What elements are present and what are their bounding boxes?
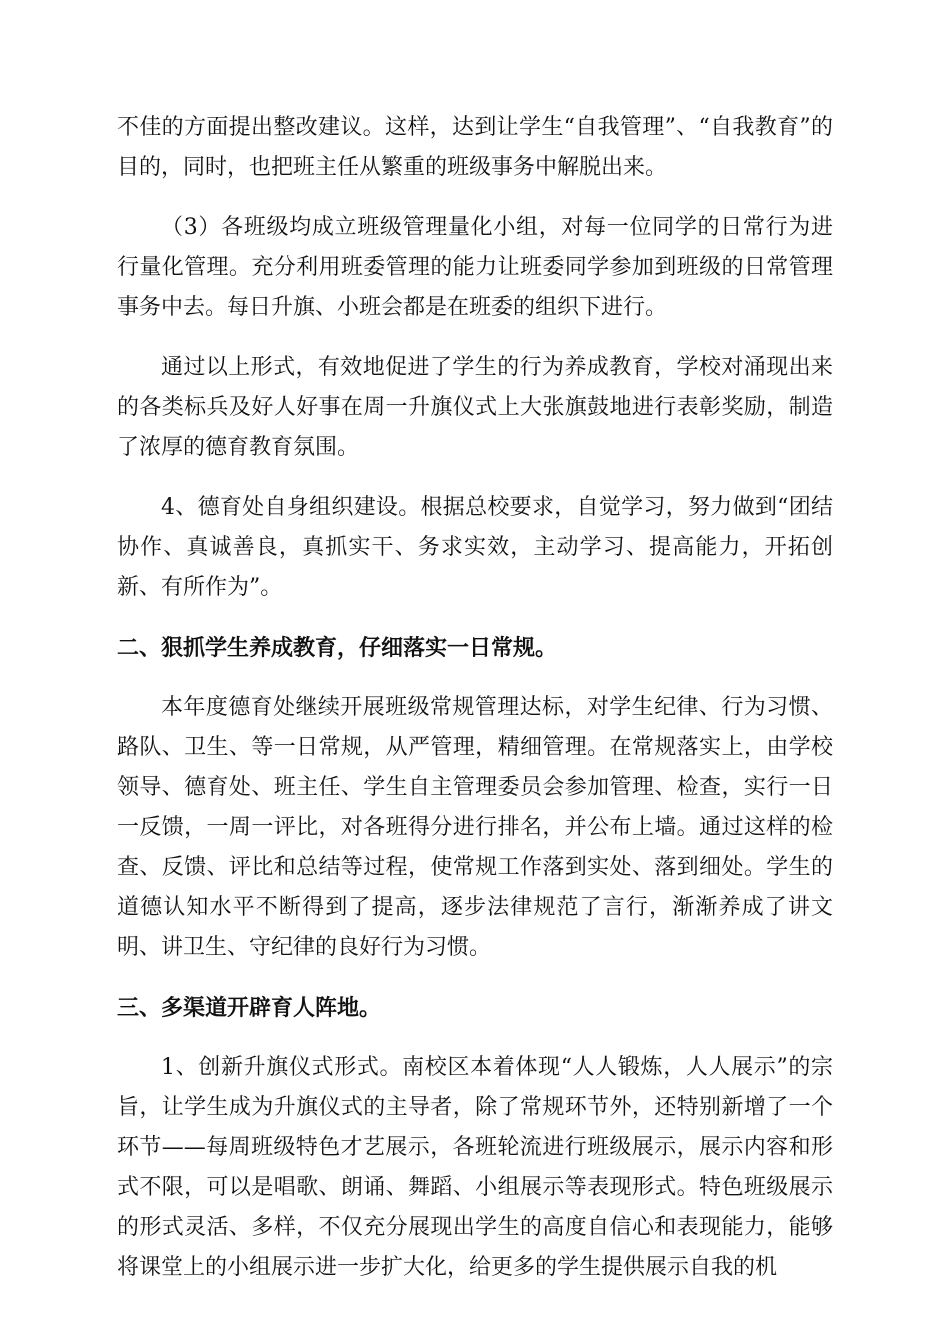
paragraph-continuation: 不佳的方面提出整改建议。这样，达到让学生“自我管理”、“自我教育”的目的，同时，也把班主任从繁重的班级事务中解脱出来。 [117,115,833,180]
section-heading-3: 三、多渠道开辟育人阵地。 [117,995,382,1021]
paragraph-daily-routine-management: 本年度德育处继续开展班级常规管理达标，对学生纪律、行为习惯、路队、卫生、等一日常规，从严管理，精细管理。在常规落实上，由学校领导、德育处、班主任、学生自主管理委员会参加管理、检查，实行一日一反馈，一周一评比，对各班得分进行排名，并公布上墙。通过这样的检查、反馈、评比和总结等过程，使常规工作落到实处、落到细处。学生的道德认知水平不断得到了提高，逐步法律规范了言行，渐渐养成了讲文明、讲卫生、守纪律的良好行为习惯。 [117,695,833,960]
paragraph-moral-office-organization: 4、德育处自身组织建设。根据总校要求，自觉学习，努力做到“团结协作、真诚善良，真抓实干、务求实效，主动学习、提高能力，开拓创新、有所作为”。 [117,495,833,600]
paragraph-class-quantified-management: （3）各班级均成立班级管理量化小组，对每一位同学的日常行为进行量化管理。充分利用班委管理的能力让班委同学参加到班级的日常管理事务中去。每日升旗、小班会都是在班委的组织下进行。 [117,215,833,320]
paragraph-flag-ceremony-innovation: 1、创新升旗仪式形式。南校区本着体现“人人锻炼，人人展示”的宗旨，让学生成为升旗仪式的主导者，除了常规环节外，还特别新增了一个环节——每周班级特色才艺展示，各班轮流进行班级展示，展示内容和形式不限，可以是唱歌、朗诵、舞蹈、小组展示等表现形式。特色班级展示的形式灵活、多样，不仅充分展现出学生的高度自信心和表现能力，能够将课堂上的小组展示进一步扩大化，给更多的学生提供展示自我的机 [117,1055,833,1280]
paragraph-behavior-education-summary: 通过以上形式，有效地促进了学生的行为养成教育，学校对涌现出来的各类标兵及好人好事在周一升旗仪式上大张旗鼓地进行表彰奖励，制造了浓厚的德育教育氛围。 [117,355,833,460]
document-body [117,108,833,1308]
section-heading-2: 二、狠抓学生养成教育，仔细落实一日常规。 [117,635,558,661]
